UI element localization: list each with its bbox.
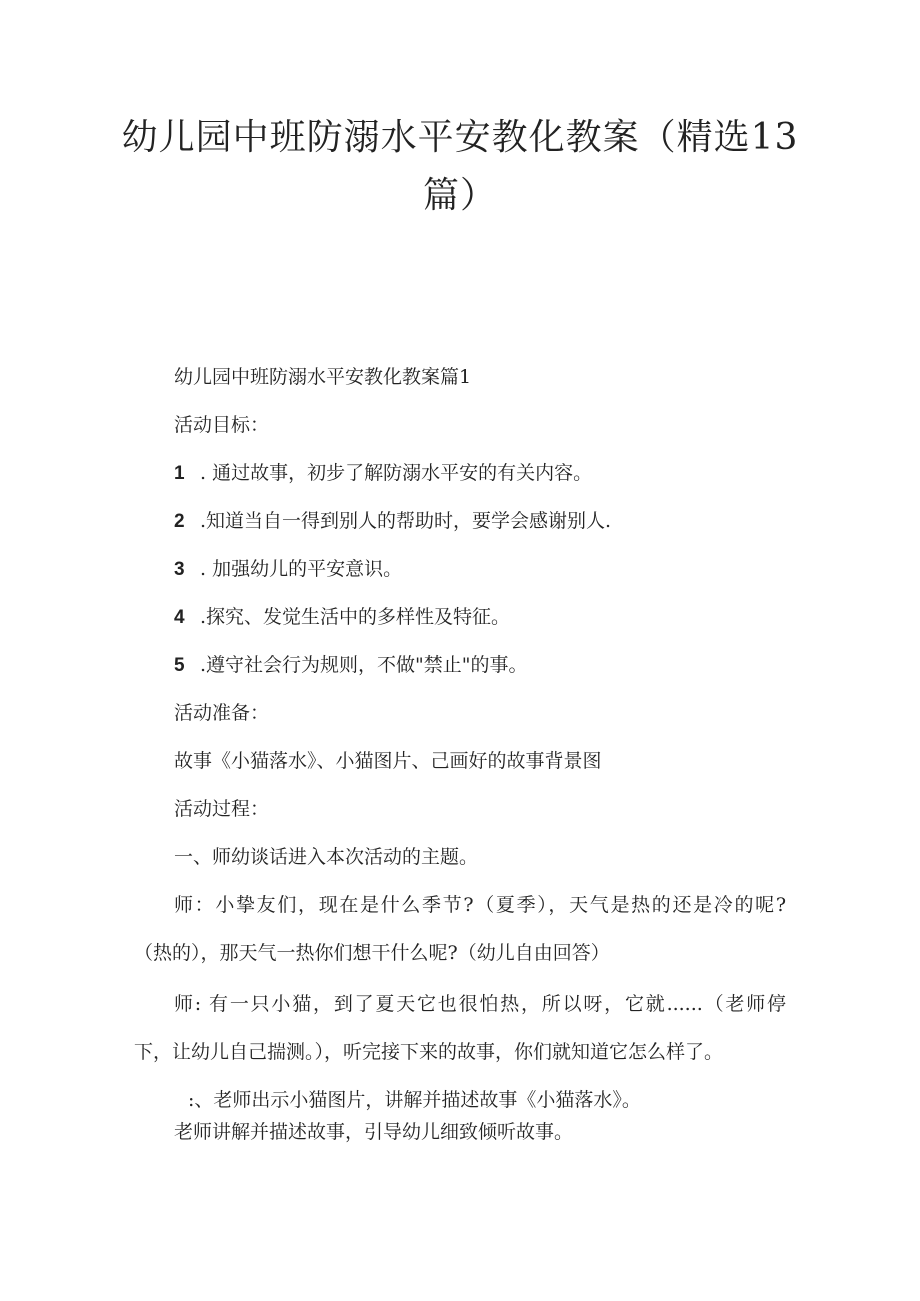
dialogue-paragraph-1-line-1: 师：小挚友们，现在是什么季节?（夏季），天气是热的还是冷的呢? (174, 894, 786, 916)
dialogue-paragraph-1-line-2: （热的），那天气一热你们想干什么呢?（幼儿自由回答） (134, 942, 610, 964)
step-2-heading: :、老师出示小猫图片，讲解并描述故事《小猫落水》。 (188, 1089, 641, 1111)
goal-number: 2 (174, 511, 185, 532)
goal-item-4 (174, 606, 510, 630)
goal-text: .知道当自一得到别人的帮助时，要学会感谢别人. (200, 510, 612, 532)
goal-number: 3 (174, 559, 185, 580)
goal-number: 5 (174, 655, 185, 676)
goal-item-1 (174, 462, 592, 486)
goal-text: . 通过故事，初步了解防溺水平安的有关内容。 (200, 462, 593, 484)
goal-text: . 加强幼儿的平安意识。 (200, 558, 403, 580)
step-2-detail: 老师讲解并描述故事，引导幼儿细致倾听故事。 (174, 1121, 574, 1143)
prep-heading: 活动准备： (174, 702, 270, 724)
section-heading: 幼儿园中班防溺水平安教化教案篇1 (174, 366, 472, 388)
goal-text: .探究、发觉生活中的多样性及特征。 (200, 606, 511, 628)
process-heading: 活动过程： (174, 798, 270, 820)
goal-number: 4 (174, 607, 185, 628)
step-1-heading: 一、师幼谈话进入本次活动的主题。 (174, 846, 479, 868)
document-title-line-2: 篇） (422, 175, 497, 216)
goal-number: 1 (174, 463, 185, 484)
dialogue-paragraph-2-line-2: 下，让幼儿自己揣测。），听完接下来的故事，你们就知道它怎么样了。 (134, 1041, 724, 1063)
goal-item-5 (174, 654, 528, 678)
dialogue-paragraph-2-line-1: 师: 有一只小猫，到了夏天它也很怕热，所以呀，它就......（老师停 (174, 993, 786, 1015)
goal-item-3 (174, 558, 402, 582)
goal-item-2 (174, 510, 611, 534)
document-title-line-1: 幼儿园中班防溺水平安教化教案（精选13 (121, 117, 799, 158)
goals-heading: 活动目标： (174, 414, 270, 436)
prep-text: 故事《小猫落水》、小猫图片、己画好的故事背景图 (174, 750, 602, 772)
goal-text: .遵守社会行为规则，不做"禁止"的事。 (200, 654, 528, 676)
